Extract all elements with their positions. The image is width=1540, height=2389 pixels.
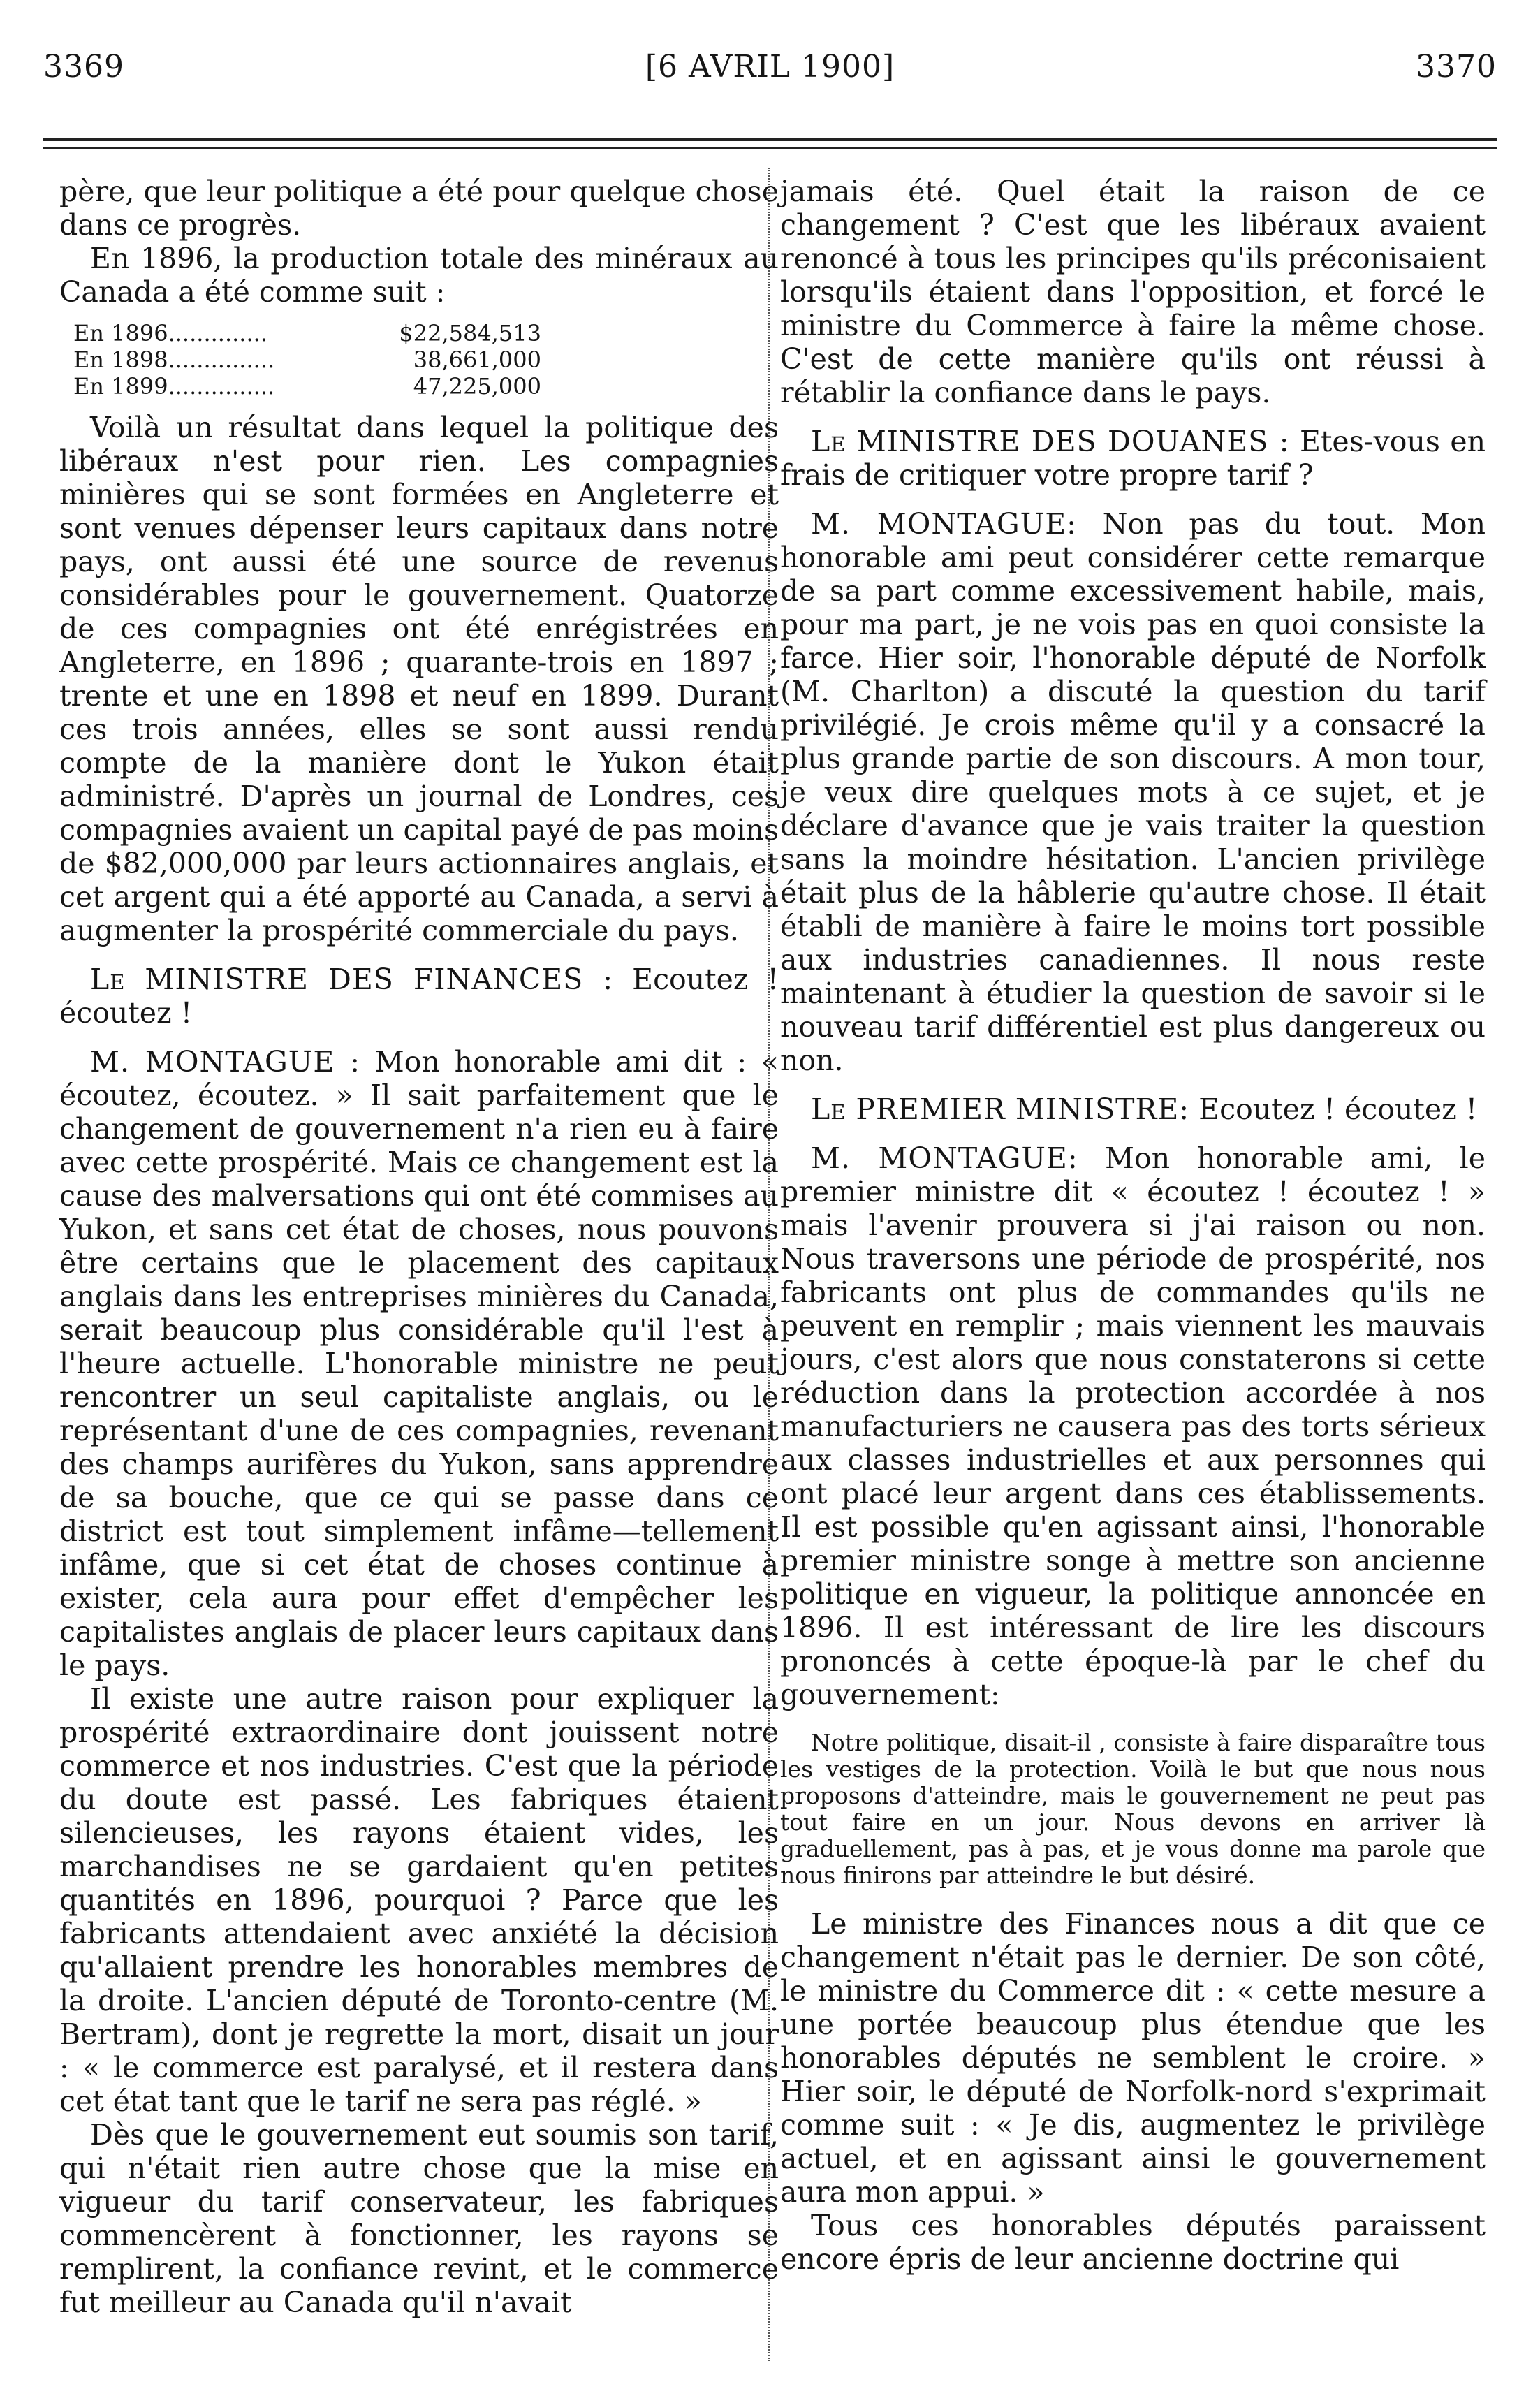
header-rule-bottom	[43, 147, 1497, 149]
table-row	[73, 346, 541, 373]
paragraph: Tous ces honorables députés paraissent encore épris de leur ancienne doctrine qui	[780, 2209, 1486, 2276]
right-column	[780, 175, 1486, 2276]
table-value: 47,225,000	[413, 373, 541, 400]
speaker-name: M. MONTAGUE :	[90, 1045, 360, 1079]
paragraph: Il existe une autre raison pour expliquer la prospérité extraordinaire dont jouissent notre commerce et nos industries. C'est que la période du doute est passé. Les fabriques étaient silencieuses, les rayons étaient vides, les marchandises ne se gardaient qu'en petites quantités en 1896, pourquoi ? Parce que les fabricants attendaient avec anxiété la décision qu'allaient prendre les honorables membres de la droite. L'ancien député de Toronto-centre (M. Bertram), dont je regrette la mort, disait un jour : « le commerce est paralysé, et il restera dans cet état tant que le tarif ne sera pas réglé. »	[59, 1682, 779, 2118]
table-year: En 1899...............	[73, 373, 275, 400]
speaker-name: Le MINISTRE DES FINANCES :	[90, 963, 614, 996]
mineral-production-table	[73, 320, 541, 400]
table-year: En 1896..............	[73, 320, 267, 346]
speech-text: Non pas du tout. Mon honorable ami peut considérer cette remarque de sa part comme excessivement habile, mais, pour ma part, je ne vois pas en quoi consiste la farce. Hier soir, l'honorable député de Norfolk (M. Charlton) a discuté la question du tarif privilégié. Je crois même qu'il y a consacré la plus grande partie de son discours. A mon tour, je veux dire quelques mots à ce sujet, et je déclare d'avance que je vais traiter la question sans la moindre hésitation. L'ancien privilège était plus de la hâblerie qu'autre chose. Il était établi de manière à faire le moins tort possible aux industries canadiennes. Il nous reste maintenant à étudier la question de savoir si le nouveau tarif différentiel est plus dangereux ou non.	[780, 507, 1486, 1077]
paragraph: En 1896, la production totale des minéraux au Canada a été comme suit :	[59, 242, 779, 309]
speech-paragraph	[780, 507, 1486, 1077]
table-row	[73, 373, 541, 400]
speech-paragraph	[780, 425, 1486, 492]
speech-paragraph	[59, 963, 779, 1030]
paragraph: Le ministre des Finances nous a dit que ce changement n'était pas le dernier. De son côté, le ministre du Commerce dit : « cette mesure a une portée beaucoup plus étendue que les honorables députés ne semblent le croire. » Hier soir, le député de Norfolk-nord s'exprimait comme suit : « Je dis, augmentez le privilège actuel, et en agissant ainsi le gouvernement aura mon appui. »	[780, 1907, 1486, 2209]
speech-paragraph	[59, 1045, 779, 1682]
paragraph: jamais été. Quel était la raison de ce changement ? C'est que les libéraux avaient renoncé à tous les principes qu'ils préconisaient lorsqu'ils étaient dans l'opposition, et forcé le ministre du Commerce à faire la même chose. C'est de cette manière qu'ils ont réussi à rétablir la confiance dans le pays.	[780, 175, 1486, 409]
left-page-number: 3369	[43, 49, 124, 85]
table-year: En 1898...............	[73, 346, 275, 373]
speech-paragraph	[780, 1093, 1486, 1126]
speaker-name: M. MONTAGUE:	[811, 1141, 1078, 1175]
block-quote: Notre politique, disait-il , consiste à faire disparaître tous les vestiges de la protection. Voilà le but que nous nous proposons d'atteindre, mais le gouvernement ne peut pas tout faire en un jour. Nous devons en arriver là graduellement, pas à pas, et je vous donne ma parole que nous finirons par atteindre le but désiré.	[780, 1729, 1486, 1889]
speaker-name: Le MINISTRE DES DOUANES :	[811, 425, 1290, 458]
speech-text: Mon honorable ami, le premier ministre dit « écoutez ! écoutez ! » mais l'avenir prouvera si j'ai raison ou non. Nous traversons une période de prospérité, nos fabricants ont plus de commandes qu'ils ne peuvent en remplir ; mais viennent les mauvais jours, c'est alors que nous constaterons si cette réduction dans la protection accordée à nos manufacturiers ne causera pas des torts sérieux aux classes industrielles et aux personnes qui ont placé leur argent dans ces établissements. Il est possible qu'en agissant ainsi, l'honorable premier ministre songe à mettre son ancienne politique en vigueur, la politique annoncée en 1896. Il est intéressant de lire les discours prononcés à cette époque-là par le chef du gouvernement:	[780, 1141, 1486, 1711]
paragraph: Dès que le gouvernement eut soumis son tarif, qui n'était rien autre chose que la mise en vigueur du tarif conservateur, les fabriques commencèrent à fonctionner, les rayons se remplirent, la confiance revint, et le commerce fut meilleur au Canada qu'il n'avait	[59, 2118, 779, 2319]
speech-text: Etes-vous en frais de critiquer votre propre tarif ?	[780, 425, 1486, 492]
page-date-header: [6 AVRIL 1900]	[645, 49, 895, 85]
table-row	[73, 320, 541, 346]
table-value: $22,584,513	[399, 320, 541, 346]
speech-text: Ecoutez ! écoutez !	[59, 963, 779, 1030]
speech-paragraph	[780, 1141, 1486, 1711]
header-rule-top	[43, 138, 1497, 141]
speech-text: Ecoutez ! écoutez !	[1198, 1093, 1478, 1126]
speaker-name: Le PREMIER MINISTRE:	[811, 1093, 1190, 1126]
paragraph: père, que leur politique a été pour quelque chose dans ce progrès.	[59, 175, 779, 242]
table-value: 38,661,000	[413, 346, 541, 373]
speaker-name: M. MONTAGUE:	[811, 507, 1077, 541]
right-page-number: 3370	[1416, 49, 1497, 85]
speech-text: Mon honorable ami dit : « écoutez, écoutez. » Il sait parfaitement que le changement de gouvernement n'a rien eu à faire avec cette prospérité. Mais ce changement est la cause des malversations qui ont été commises au Yukon, et sans cet état de choses, nous pouvons être certains que le placement des capitaux anglais dans les entreprises minières du Canada, serait beaucoup plus considérable qu'il l'est à l'heure actuelle. L'honorable ministre ne peut rencontrer un seul capitaliste anglais, ou le représentant d'une de ces compagnies, revenant des champs aurifères du Yukon, sans apprendre de sa bouche, que ce qui se passe dans ce district est tout simplement infâme—tellement infâme, que si cet état de choses continue à exister, cela aura pour effet d'empêcher les capitalistes anglais de placer leurs capitaux dans le pays.	[59, 1045, 779, 1682]
paragraph: Voilà un résultat dans lequel la politique des libéraux n'est pour rien. Les compagnies minières qui se sont formées en Angleterre et sont venues dépenser leurs capitaux dans notre pays, ont aussi été une source de revenus considérables pour le gouvernement. Quatorze de ces compagnies ont été enrégistrées en Angleterre, en 1896 ; quarante-trois en 1897 ; trente et une en 1898 et neuf en 1899. Durant ces trois années, elles se sont aussi rendu compte de la manière dont le Yukon était administré. D'après un journal de Londres, ces compagnies avaient un capital payé de pas moins de $82,000,000 par leurs actionnaires anglais, et cet argent qui a été apporté au Canada, a servi à augmenter la prospérité commerciale du pays.	[59, 411, 779, 947]
left-column	[59, 175, 779, 2319]
